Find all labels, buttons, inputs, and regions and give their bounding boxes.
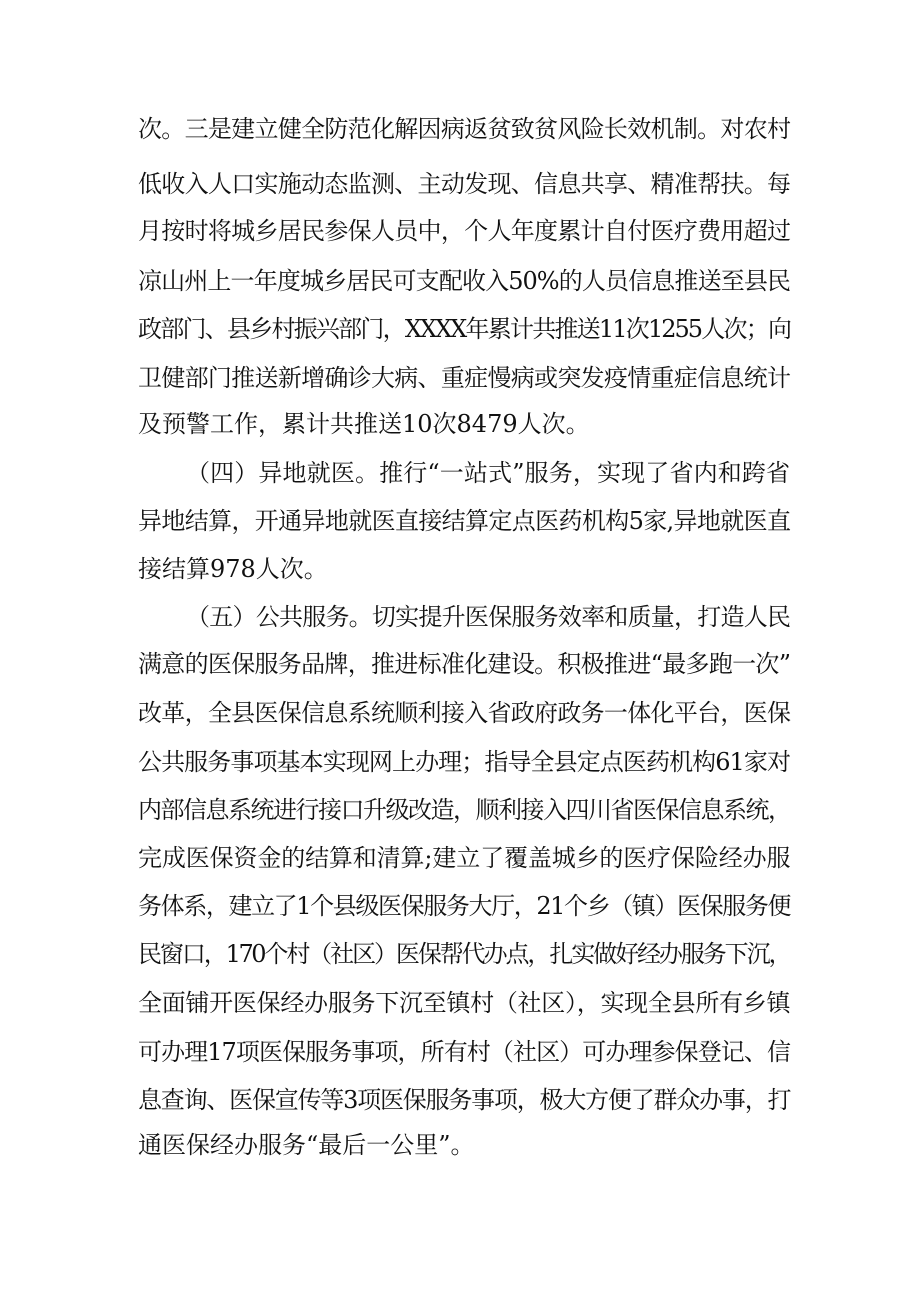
text-line: 满意的医保服务品牌，推进标准化建设。积极推进“最多跑一次”	[138, 650, 790, 678]
text-line: 改革，全县医保信息系统顺利接入省政府政务一体化平台，医保	[138, 699, 790, 727]
text-line: 卫健部门推送新增确诊大病、重症慢病或突发疫情重症信息统计	[138, 364, 790, 392]
text-line: 异地结算，开通异地就医直接结算定点医药机构5家,异地就医直	[138, 507, 790, 535]
text-line: 内部信息系统进行接口升级改造，顺利接入四川省医保信息系统，	[138, 796, 791, 824]
text-line: 低收入人口实施动态监测、主动发现、信息共享、精准帮扶。每	[138, 170, 790, 198]
text-line: 政部门、县乡村振兴部门，XXXX年累计共推送11次1255人次；向	[138, 315, 790, 343]
text-line: 完成医保资金的结算和清算;建立了覆盖城乡的医疗保险经办服	[138, 844, 790, 872]
text-line: 全面铺开医保经办服务下沉至镇村（社区），实现全县所有乡镇	[138, 989, 790, 1017]
text-line: 可办理17项医保服务事项，所有村（社区）可办理参保登记、信	[138, 1038, 790, 1066]
section-heading-line: （五）公共服务。切实提升医保服务效率和质量，打造人民	[186, 603, 790, 631]
text-line: 民窗口，170个村（社区）医保帮代办点，扎实做好经办服务下沉，	[138, 940, 790, 968]
text-line: 通医保经办服务“最后一公里”。	[138, 1131, 475, 1159]
text-line: 凉山州上一年度城乡居民可支配收入50%的人员信息推送至县民	[138, 267, 790, 295]
text-line: 接结算978人次。	[138, 555, 328, 583]
text-line: 务体系，建立了1个县级医保服务大厅，21个乡（镇）医保服务便	[138, 892, 790, 920]
text-line: 月按时将城乡居民参保人员中，个人年度累计自付医疗费用超过	[138, 217, 790, 245]
text-line: 公共服务事项基本实现网上办理；指导全县定点医药机构61家对	[138, 748, 790, 776]
text-line: 次。三是建立健全防范化解因病返贫致贫风险长效机制。对农村	[138, 115, 790, 143]
text-line: 及预警工作，累计共推送10次8479人次。	[138, 410, 590, 438]
section-heading-line: （四）异地就医。推行“一站式”服务，实现了省内和跨省	[186, 459, 790, 487]
text-line: 息查询、医保宣传等3项医保服务事项，极大方便了群众办事，打	[138, 1086, 790, 1114]
